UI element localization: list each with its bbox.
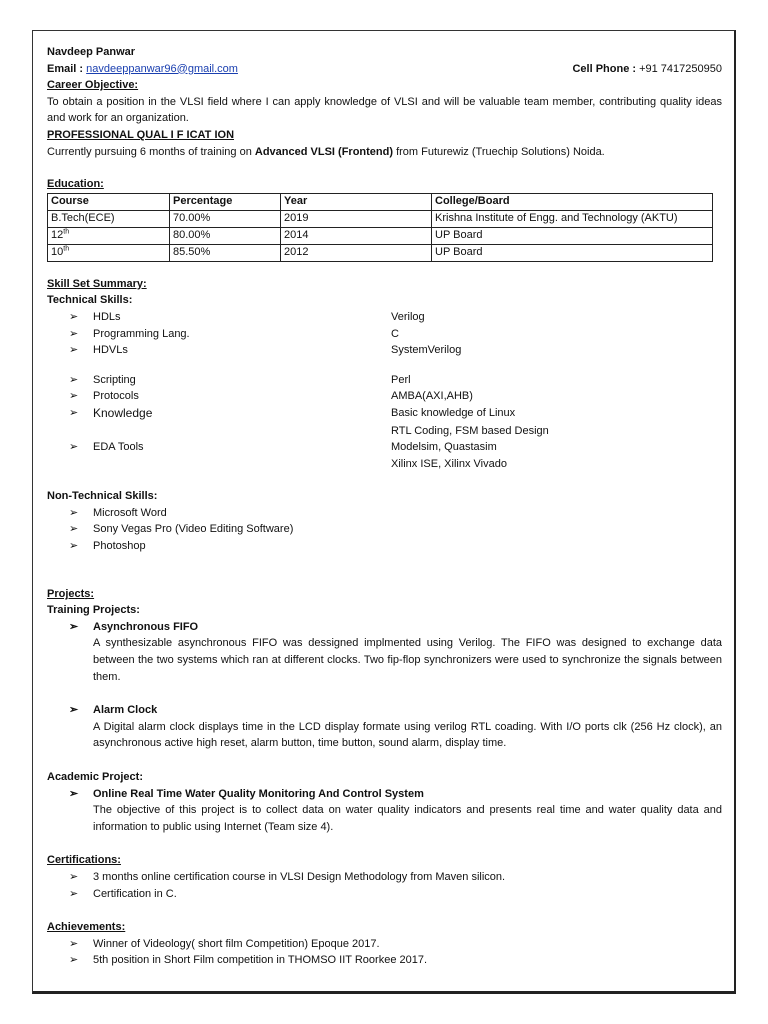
course-text: 10 [51,246,64,259]
arrow-bullet-icon: ➢ [69,327,79,340]
email-link[interactable]: navdeeppanwar96@gmail.com [86,62,238,75]
percentage-cell: 85.50% [170,244,281,261]
project-title [47,786,722,803]
arrow-bullet-icon: ➢ [69,406,79,419]
education-header-row [48,193,713,210]
year-cell: 2012 [281,244,432,261]
skill-value: Modelsim, Quastasim [391,441,497,454]
list-item [47,886,722,903]
professional-qualification-text [47,144,722,161]
achievements-heading: Achievements: [47,921,126,934]
course-cell [48,210,170,227]
technical-skills-heading: Technical Skills: [47,294,133,307]
resume-page [47,44,722,969]
skill-row [47,439,722,456]
skill-value: AMBA(AXI,AHB) [391,390,473,403]
arrow-bullet-icon: ➢ [69,540,79,553]
list-item [47,936,722,953]
list-item [47,538,722,555]
skill-row [47,372,722,389]
projects-heading: Projects: [47,587,95,600]
table-row [48,210,713,227]
professional-qualification-heading: PROFESSIONAL QUAL I F ICAT ION [47,128,235,141]
certifications-list [47,869,722,902]
skill-row [47,388,722,405]
item-text: 3 months online certification course in VLSI Design Methodology from Maven silicon. [93,870,506,883]
skill-value: RTL Coding, FSM based Design [391,424,549,437]
prof-text-course: Advanced VLSI (Frontend) [254,145,394,158]
board-cell: UP Board [432,244,713,261]
list-item [47,869,722,886]
year-cell: 2019 [281,210,432,227]
non-technical-skills-heading: Non-Technical Skills: [47,490,158,503]
course-text: B.Tech(ECE) [51,212,115,225]
arrow-bullet-icon: ➢ [69,310,79,323]
arrow-bullet-icon: ➢ [69,523,79,536]
skill-row [47,456,722,473]
item-text: Photoshop [93,540,146,553]
list-item [47,521,722,538]
academic-project-list [47,786,722,803]
item-text: Winner of Videology( short film Competition) Epoque 2017. [93,937,380,950]
skill-value: Perl [391,373,411,386]
table-row [48,227,713,244]
skill-category: Protocols [93,390,139,403]
skill-value: SystemVerilog [391,344,462,357]
arrow-bullet-icon: ➢ [69,373,79,386]
item-text: Microsoft Word [93,506,167,519]
prof-text-pre: Currently pursuing 6 months of training on [47,145,255,158]
project-title-text: Alarm Clock [93,704,158,717]
skill-value: C [391,327,399,340]
project-title [47,619,722,636]
table-row [48,244,713,261]
phone-label: Cell Phone : [572,62,637,75]
candidate-name: Navdeep Panwar [47,46,136,58]
project-description: The objective of this project is to collect data on water quality indicators and presents real time and water quality data and information to public using Internet (Team size 4). [93,804,722,833]
skill-value: Xilinx ISE, Xilinx Vivado [391,457,507,470]
certifications-heading: Certifications: [47,854,121,867]
skill-row [47,326,722,343]
skill-row [47,309,722,326]
arrow-bullet-icon: ➢ [69,390,79,403]
skill-row [47,342,722,359]
item-text: Certification in C. [93,887,177,900]
arrow-bullet-icon: ➢ [69,704,79,717]
achievements-list [47,936,722,969]
skill-row [47,405,722,423]
arrow-bullet-icon: ➢ [69,620,79,633]
technical-skills-group-1 [47,309,722,359]
skill-category: HDLs [93,310,121,323]
skill-category: Programming Lang. [93,327,190,340]
career-objective-heading: Career Objective: [47,79,139,92]
project-title-text: Online Real Time Water Quality Monitoring And Control System [93,787,424,800]
skill-row [47,423,722,440]
arrow-bullet-icon: ➢ [69,937,79,950]
item-text: Sony Vegas Pro (Video Editing Software) [93,523,294,536]
percentage-cell: 80.00% [170,227,281,244]
skill-category: Scripting [93,373,136,386]
course-sup: th [63,228,70,236]
skill-value: Verilog [391,310,425,323]
training-projects-list [47,619,722,636]
project-title-text: Asynchronous FIFO [93,620,199,633]
year-cell: 2014 [281,227,432,244]
education-heading: Education: [47,178,104,191]
arrow-bullet-icon: ➢ [69,870,79,883]
arrow-bullet-icon: ➢ [69,954,79,967]
list-item [47,952,722,969]
contact-row [47,61,722,78]
academic-project-heading: Academic Project: [47,771,143,783]
board-cell: UP Board [432,227,713,244]
course-sup: th [63,245,70,253]
training-projects-heading: Training Projects: [47,604,140,617]
item-text: 5th position in Short Film competition in THOMSO IIT Roorkee 2017. [93,954,428,967]
prof-text-post: from Futurewiz (Truechip Solutions) Noida. [393,145,605,158]
skill-value: Basic knowledge of Linux [391,406,516,419]
skill-category: HDVLs [93,344,128,357]
arrow-bullet-icon: ➢ [69,787,79,800]
percentage-cell: 70.00% [170,210,281,227]
arrow-bullet-icon: ➢ [69,344,79,357]
training-projects-list-2 [47,702,722,719]
arrow-bullet-icon: ➢ [69,506,79,519]
project-description: A synthesizable asynchronous FIFO was dessigned implmented using Verilog. The FIFO was designed to exchange data between the two systems which ran at different clocks. Two fip-flop synchronizers were used to synchronize the signals between them. [93,637,722,683]
column-header: Course [48,193,170,210]
email-label: Email : [47,62,84,75]
course-cell [48,244,170,261]
arrow-bullet-icon: ➢ [69,887,79,900]
column-header: Percentage [170,193,281,210]
column-header: Year [281,193,432,210]
skill-summary-heading: Skill Set Summary: [47,277,147,290]
column-header: College/Board [432,193,713,210]
skill-category: Knowledge [93,405,153,420]
project-description: A Digital alarm clock displays time in the LCD display formate using verilog RTL coading. With I/O ports clk (256 Hz clock), an asynchronous active high reset, alarm button, time button, sound alarm, display time. [93,720,722,750]
arrow-bullet-icon: ➢ [69,441,79,454]
technical-skills-group-2 [47,372,722,473]
board-cell: Krishna Institute of Engg. and Technology (AKTU) [432,210,713,227]
course-text: 12 [51,229,64,242]
career-objective-text: To obtain a position in the VLSI field where I can apply knowledge of VLSI and will be valuable team member, contributing quality ideas and work for an organization. [47,95,722,125]
education-table [47,193,713,262]
project-title [47,702,722,719]
phone-number: +91 7417250950 [639,62,722,75]
course-cell [48,227,170,244]
skill-category: EDA Tools [93,441,144,454]
non-technical-skills-list [47,505,722,555]
list-item [47,505,722,522]
